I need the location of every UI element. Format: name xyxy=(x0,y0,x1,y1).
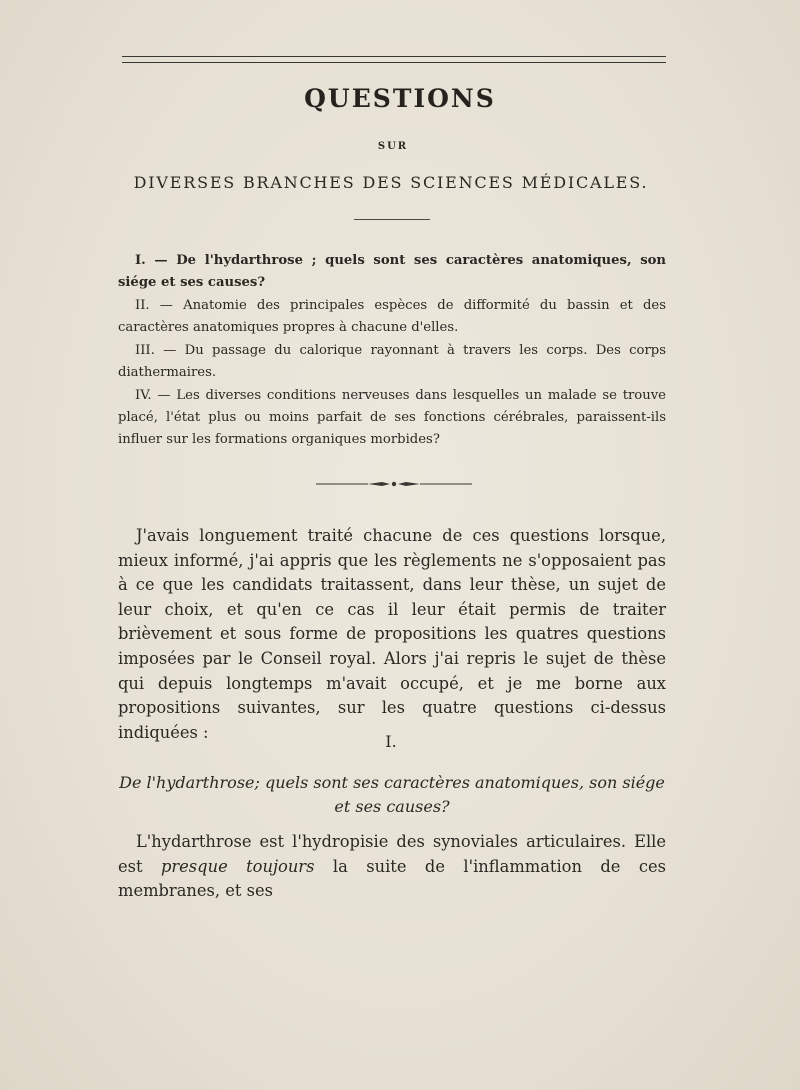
intro-paragraph xyxy=(118,524,666,745)
title-connector: SUR xyxy=(377,141,409,152)
section-paragraph-start: L'hydarthrose est l'hydropisie des synoviales articulaires. Elle est xyxy=(118,832,666,876)
intro-paragraph-text: J'avais longuement traité chacune de ces questions lorsque, mieux informé, j'ai appris que les règlements ne s'opposaient pas à ce que les candidats traitassent, dans leur thèse, un sujet de leur choix, et qu'en ce cas il leur était permis de traiter brièvement et sous forme de propositions les quatres questions imposées par le Conseil royal. Alors j'ai repris le sujet de thèse qui depuis longtemps m'avait occupé, et je me borne aux propositions suivantes, sur les quatre questions ci-dessus indiquées : xyxy=(118,526,666,742)
section-paragraph xyxy=(118,830,666,904)
page-subtitle: DIVERSES BRANCHES DES SCIENCES MÉDICALES. xyxy=(133,173,649,192)
section-paragraph-end: la suite de l'inflammation de ces membranes, et ses xyxy=(118,856,666,901)
question-3: III. — Du passage du calorique rayonnant à travers les corps. Des corps diathermaires. xyxy=(118,343,666,380)
questions-list xyxy=(118,250,666,452)
section-title: De l'hydarthrose; quels sont ses caractères anatomiques, son siége et ses causes? xyxy=(119,773,665,816)
section-paragraph-text xyxy=(118,830,666,904)
question-2: II. — Anatomie des principales espèces de difformité du bassin et des caractères anatomiques propres à chacune d'elles. xyxy=(118,298,666,335)
page-title: QUESTIONS xyxy=(304,84,496,113)
header-double-rule xyxy=(122,56,666,63)
question-4: IV. — Les diverses conditions nerveuses dans lesquelles un malade se trouve placé, l'état plus ou moins parfait de ses fonctions cérébrales, paraissent-ils influer sur les formations organiques morbides? xyxy=(118,388,666,447)
question-1: I. — De l'hydarthrose ; quels sont ses caractères anatomiques, son siége et ses causes? xyxy=(118,253,666,290)
section-paragraph-emphasis: presque toujours xyxy=(160,856,315,876)
title-separator-rule xyxy=(354,219,430,220)
ornament-divider xyxy=(316,477,472,491)
section-number: I. xyxy=(385,732,397,751)
